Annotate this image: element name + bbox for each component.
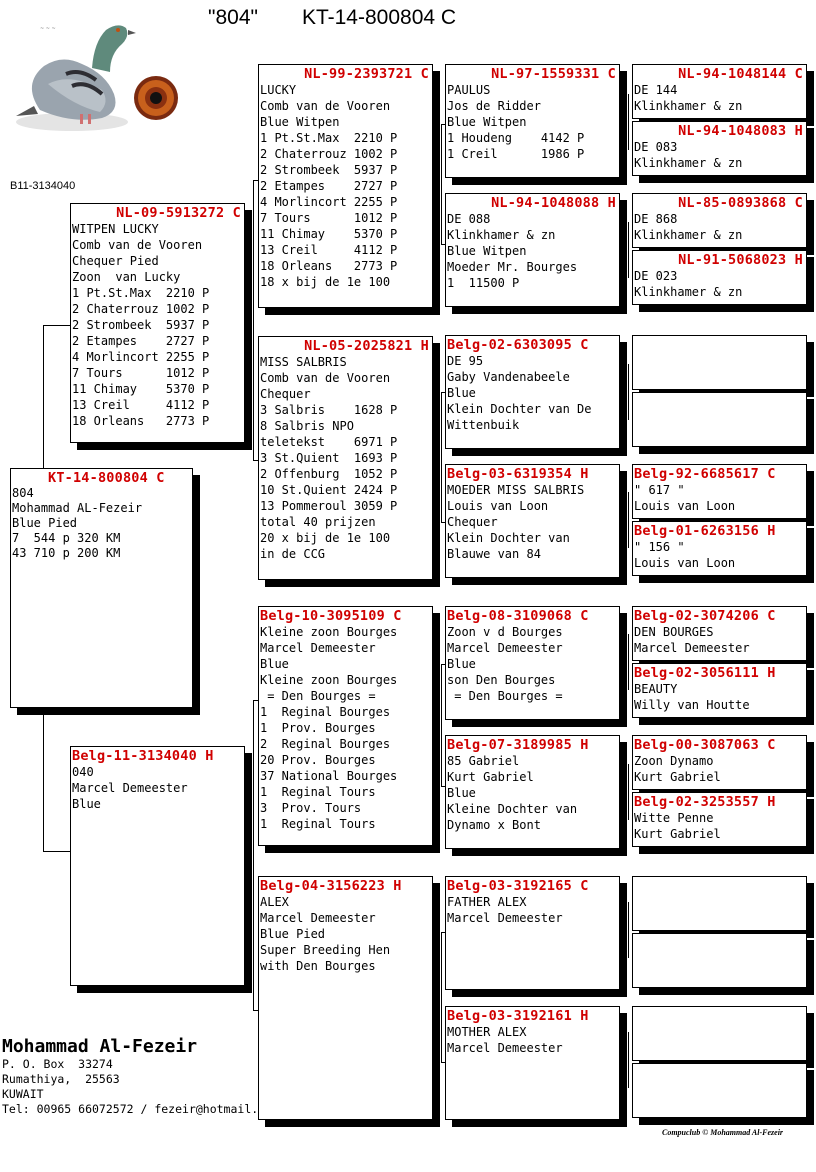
sire-line: 2 Chaterrouz 1002 P [72, 302, 210, 316]
gen2-line: total 40 prijzen [260, 515, 376, 529]
gen2-line: 7 Tours 1012 P [260, 211, 398, 225]
gen3-card-8 [445, 1006, 620, 1120]
subject-card [10, 468, 193, 708]
gen3-ring: Belg-07-3189985 H [447, 737, 589, 753]
gen2-line: Blue Pied [260, 927, 326, 941]
sire-line: Zoon van Lucky [72, 270, 181, 284]
gen3-card-4 [445, 464, 620, 578]
gen4-line: Zoon Dynamo [634, 754, 714, 768]
svg-text:~ ~ ~: ~ ~ ~ [40, 26, 56, 32]
gen4-line: BEAUTY [634, 682, 678, 696]
sire-line: 18 Orleans 2773 P [72, 414, 210, 428]
gen3-line: Blue Witpen [447, 244, 527, 258]
gen3-card-2 [445, 193, 620, 307]
pigeon-name: "804" [208, 6, 258, 29]
gen4-line: DE 083 [634, 140, 678, 154]
dam-ring: Belg-11-3134040 H [72, 748, 214, 764]
gen2-line: Kleine zoon Bourges [260, 673, 398, 687]
gen4-ring: Belg-02-3253557 H [634, 794, 776, 810]
owner-info [2, 1036, 258, 1117]
pigeon-photo [10, 14, 178, 134]
gen4-card-12 [632, 792, 807, 847]
gen4-line: " 156 " [634, 540, 685, 554]
gen3-card-3 [445, 335, 620, 449]
gen3-card-5 [445, 606, 620, 720]
gen3-line: Marcel Demeester [447, 1041, 563, 1055]
gen2-line: 3 Salbris 1628 P [260, 403, 398, 417]
gen4-line: Louis van Loon [634, 556, 736, 570]
gen2-line: LUCKY [260, 83, 297, 97]
gen2-line: 4 Morlincort 2255 P [260, 195, 398, 209]
sire-line: Comb van de Vooren [72, 238, 203, 252]
gen3-line: Chequer [447, 515, 498, 529]
sire-line: 2 Strombeek 5937 P [72, 318, 210, 332]
subject-line: Blue Pied [12, 516, 78, 530]
gen3-line: 1 Houdeng 4142 P [447, 131, 585, 145]
gen2-line: 10 St.Quient 2424 P [260, 483, 398, 497]
gen3-line: Blauwe van 84 [447, 547, 541, 561]
gen4-card-14 [632, 933, 807, 988]
owner-line: Tel: 00965 66072572 / fezeir@hotmail. [2, 1102, 259, 1116]
owner-line: P. O. Box 33274 [2, 1057, 113, 1071]
gen3-line: 1 11500 P [447, 276, 520, 290]
gen3-line: Marcel Demeester [447, 641, 563, 655]
gen2-line: Chequer [260, 387, 311, 401]
gen4-ring: NL-85-0893868 C [678, 195, 803, 211]
gen3-line: Kurt Gabriel [447, 770, 534, 784]
gen2-line: 13 Pommeroul 3059 P [260, 499, 398, 513]
gen2-line: 1 Reginal Tours [260, 785, 376, 799]
gen2-ring: Belg-10-3095109 C [260, 608, 402, 624]
gen2-line: ALEX [260, 895, 289, 909]
gen3-ring: Belg-02-6303095 C [447, 337, 589, 353]
gen3-line: FATHER ALEX [447, 895, 527, 909]
dam-card [70, 746, 245, 986]
gen4-card-7 [632, 464, 807, 519]
gen4-line: Kurt Gabriel [634, 770, 721, 784]
gen2-line: 18 x bij de 1e 100 [260, 275, 391, 289]
gen4-ring: NL-94-1048144 C [678, 66, 803, 82]
gen4-ring: Belg-01-6263156 H [634, 523, 776, 539]
subject-line: 43 710 p 200 KM [12, 546, 121, 560]
gen2-line: Marcel Demeester [260, 641, 376, 655]
gen3-line: DE 95 [447, 354, 484, 368]
gen3-line: Marcel Demeester [447, 911, 563, 925]
gen4-card-2 [632, 121, 807, 176]
gen4-line: Klinkhamer & zn [634, 99, 743, 113]
sire-line: 13 Creil 4112 P [72, 398, 210, 412]
gen4-card-3 [632, 193, 807, 248]
gen2-line: = Den Bourges = [260, 689, 376, 703]
gen4-line: DE 144 [634, 83, 678, 97]
sire-line: Chequer Pied [72, 254, 159, 268]
gen2-line: 3 Prov. Tours [260, 801, 362, 815]
gen3-line: Wittenbuik [447, 418, 520, 432]
gen4-line: DE 868 [634, 212, 678, 226]
gen2-line: with Den Bourges [260, 959, 376, 973]
dam-line: Marcel Demeester [72, 781, 188, 795]
gen4-line: Marcel Demeester [634, 641, 750, 655]
gen3-line: Kleine Dochter van [447, 802, 578, 816]
gen3-line: Blue [447, 386, 476, 400]
gen4-card-4 [632, 250, 807, 305]
sire-line: 2 Etampes 2727 P [72, 334, 210, 348]
gen3-line: Blue Witpen [447, 115, 527, 129]
gen2-card-1 [258, 64, 433, 308]
gen2-ring: Belg-04-3156223 H [260, 878, 402, 894]
gen4-card-6 [632, 392, 807, 447]
gen3-line: DE 088 [447, 212, 491, 226]
dam-line: Blue [72, 797, 101, 811]
gen4-line: Klinkhamer & zn [634, 285, 743, 299]
gen3-line: Klinkhamer & zn [447, 228, 556, 242]
gen2-line: 8 Salbris NPO [260, 419, 354, 433]
gen3-line: Klein Dochter van De [447, 402, 592, 416]
owner-name: Mohammad Al-Fezeir [2, 1036, 198, 1057]
gen2-card-4 [258, 876, 433, 1120]
gen2-line: 2 Reginal Bourges [260, 737, 391, 751]
gen2-line: 13 Creil 4112 P [260, 243, 398, 257]
gen2-line: 2 Strombeek 5937 P [260, 163, 398, 177]
gen2-line: 37 National Bourges [260, 769, 398, 783]
gen4-line: Klinkhamer & zn [634, 156, 743, 170]
gen3-ring: Belg-08-3109068 C [447, 608, 589, 624]
gen3-line: MOTHER ALEX [447, 1025, 527, 1039]
gen4-line: Kurt Gabriel [634, 827, 721, 841]
gen2-line: Kleine zoon Bourges [260, 625, 398, 639]
gen3-line: Klein Dochter van [447, 531, 570, 545]
gen4-ring: Belg-92-6685617 C [634, 466, 776, 482]
gen4-line: DE 023 [634, 269, 678, 283]
gen2-line: Blue [260, 657, 289, 671]
gen3-card-1 [445, 64, 620, 178]
sire-card [70, 203, 245, 443]
gen2-line: 3 St.Quient 1693 P [260, 451, 398, 465]
gen4-card-16 [632, 1063, 807, 1118]
gen2-line: 18 Orleans 2773 P [260, 259, 398, 273]
gen2-line: 20 x bij de 1e 100 [260, 531, 391, 545]
gen3-line: Louis van Loon [447, 499, 549, 513]
gen4-ring: Belg-00-3087063 C [634, 737, 776, 753]
gen4-ring: Belg-02-3056111 H [634, 665, 776, 681]
gen4-card-13 [632, 876, 807, 931]
owner-line: Rumathiya, 25563 [2, 1072, 120, 1086]
sire-line: 11 Chimay 5370 P [72, 382, 210, 396]
gen3-line: Blue [447, 786, 476, 800]
gen4-card-11 [632, 735, 807, 790]
gen3-line: MOEDER MISS SALBRIS [447, 483, 585, 497]
dam-line: 040 [72, 765, 94, 779]
gen2-line: Comb van de Vooren [260, 99, 391, 113]
gen2-line: Super Breeding Hen [260, 943, 391, 957]
gen4-card-9 [632, 606, 807, 661]
pigeon-ring: KT-14-800804 C [301, 6, 457, 29]
gen4-line: Louis van Loon [634, 499, 736, 513]
gen3-line: 1 Creil 1986 P [447, 147, 585, 161]
gen3-ring: Belg-03-3192161 H [447, 1008, 589, 1024]
gen3-ring: NL-94-1048088 H [491, 195, 616, 211]
gen4-ring: NL-94-1048083 H [678, 123, 803, 139]
gen2-line: 1 Reginal Bourges [260, 705, 391, 719]
gen2-line: 2 Etampes 2727 P [260, 179, 398, 193]
gen4-line: Willy van Houtte [634, 698, 750, 712]
registration-number: B11-3134040 [10, 180, 76, 192]
gen2-line: Marcel Demeester [260, 911, 376, 925]
gen4-card-10 [632, 663, 807, 718]
footer-credit: Compuclub © Mohammad Al-Fezeir [662, 1128, 784, 1137]
sire-line: 1 Pt.St.Max 2210 P [72, 286, 210, 300]
gen2-card-2 [258, 336, 433, 580]
subject-line: Mohammad AL-Fezeir [12, 501, 143, 515]
sire-line: WITPEN LUCKY [72, 222, 159, 236]
gen2-line: 2 Chaterrouz 1002 P [260, 147, 398, 161]
subject-line: 7 544 p 320 KM [12, 531, 121, 545]
gen2-line: 1 Reginal Tours [260, 817, 376, 831]
gen3-line: Blue [447, 657, 476, 671]
owner-line: KUWAIT [2, 1087, 44, 1101]
sire-line: 7 Tours 1012 P [72, 366, 210, 380]
gen4-card-15 [632, 1006, 807, 1061]
gen3-line: Gaby Vandenabeele [447, 370, 570, 384]
gen3-card-6 [445, 735, 620, 849]
subject-ring: KT-14-800804 C [48, 470, 165, 486]
gen4-ring: Belg-02-3074206 C [634, 608, 776, 624]
pedigree-title [208, 6, 456, 30]
gen2-line: 2 Offenburg 1052 P [260, 467, 398, 481]
gen3-ring: Belg-03-3192165 C [447, 878, 589, 894]
gen2-line: 1 Prov. Bourges [260, 721, 376, 735]
gen2-line: in de CCG [260, 547, 326, 561]
sire-ring: NL-09-5913272 C [116, 205, 241, 221]
gen2-line: teletekst 6971 P [260, 435, 398, 449]
gen4-ring: NL-91-5068023 H [678, 252, 803, 268]
gen3-line: son Den Bourges [447, 673, 556, 687]
gen3-line: Dynamo x Bont [447, 818, 541, 832]
gen3-line: PAULUS [447, 83, 491, 97]
gen3-ring: NL-97-1559331 C [491, 66, 616, 82]
gen2-line: Comb van de Vooren [260, 371, 391, 385]
gen4-card-8 [632, 521, 807, 576]
subject-line: 804 [12, 486, 34, 500]
gen2-line: MISS SALBRIS [260, 355, 347, 369]
gen2-line: 11 Chimay 5370 P [260, 227, 398, 241]
gen2-line: 1 Pt.St.Max 2210 P [260, 131, 398, 145]
gen3-ring: Belg-03-6319354 H [447, 466, 589, 482]
gen3-card-7 [445, 876, 620, 990]
gen4-line: DEN BOURGES [634, 625, 714, 639]
gen3-line: Jos de Ridder [447, 99, 541, 113]
gen3-line: = Den Bourges = [447, 689, 563, 703]
gen2-ring: NL-05-2025821 H [304, 338, 429, 354]
gen3-line: Zoon v d Bourges [447, 625, 563, 639]
gen4-line: Witte Penne [634, 811, 714, 825]
gen4-line: Klinkhamer & zn [634, 228, 743, 242]
gen2-line: Blue Witpen [260, 115, 340, 129]
gen3-line: 85 Gabriel [447, 754, 520, 768]
gen2-line: 20 Prov. Bourges [260, 753, 376, 767]
gen4-card-1 [632, 64, 807, 119]
gen2-card-3 [258, 606, 433, 846]
gen4-card-5 [632, 335, 807, 390]
gen2-ring: NL-99-2393721 C [304, 66, 429, 82]
gen3-line: Moeder Mr. Bourges [447, 260, 578, 274]
gen4-line: " 617 " [634, 483, 685, 497]
sire-line: 4 Morlincort 2255 P [72, 350, 210, 364]
